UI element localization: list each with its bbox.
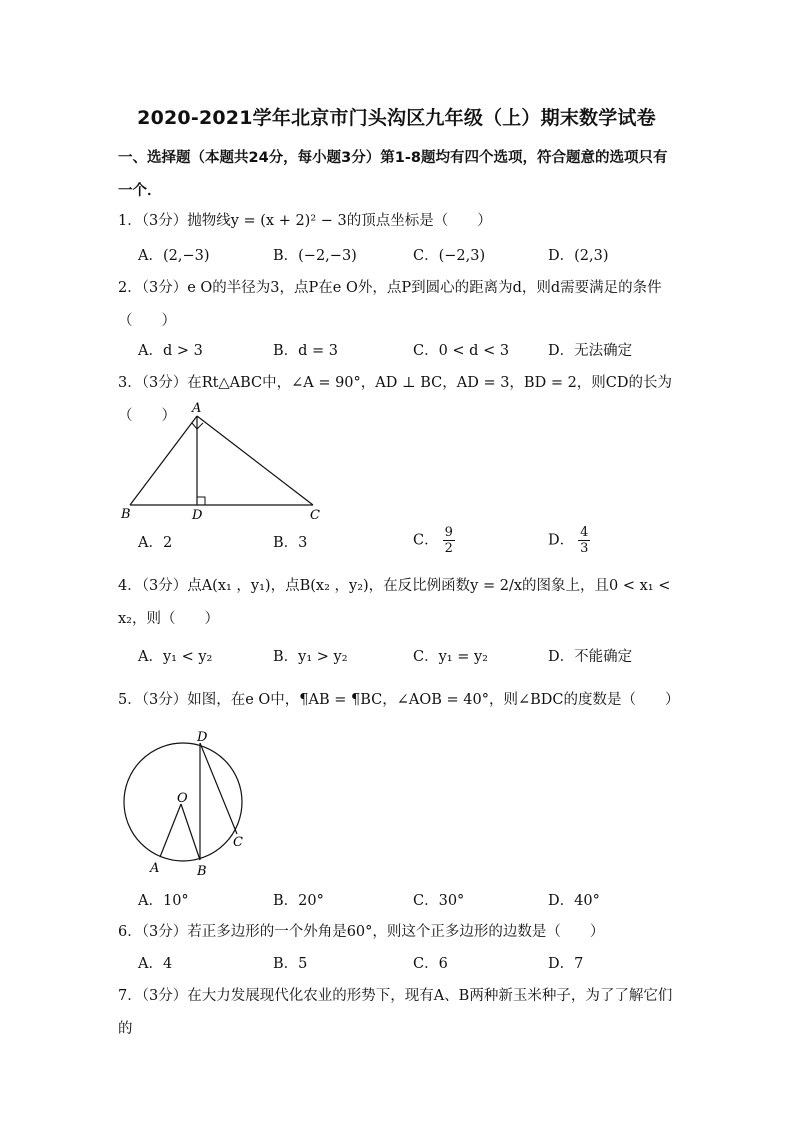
fraction-c-denominator: 2 [444, 541, 453, 556]
right-angle-mark-d [197, 497, 205, 505]
segment-oa [160, 804, 181, 857]
question-1-options [138, 243, 658, 269]
option-d: D．无法确定 [548, 343, 633, 359]
section-heading: 一、选择题（本题共24分，每小题3分）第1-8题均有四个选项，符合题意的选项只有一个． [118, 150, 668, 199]
fraction-d-numerator: 4 [580, 525, 589, 540]
question-3-options [138, 525, 658, 564]
question-5-options [138, 888, 658, 914]
segment-dc [200, 743, 237, 834]
option-a: A．10° [138, 893, 189, 909]
fraction-d [578, 526, 590, 555]
option-a: A．y₁ < y₂ [138, 649, 213, 665]
option-b: B．5 [273, 956, 308, 972]
circle-figure [115, 722, 265, 882]
exam-title: 2020-2021学年北京市门头沟区九年级（上）期末数学试卷 [137, 107, 656, 129]
label-o: O [177, 791, 188, 806]
label-c: C [310, 508, 320, 523]
fraction-c [443, 526, 455, 555]
question-4: 4．（3分）点A(x₁ ，y₁)，点B(x₂ ，y₂)，在反比例函数y = 2/x的图象上，且0 < x₁ < x₂，则（ ） [118, 578, 671, 627]
option-d: D．7 [548, 956, 584, 972]
question-6-options [138, 951, 658, 977]
segment-ac [197, 416, 313, 505]
option-d [548, 526, 590, 555]
segment-ob [181, 804, 200, 860]
option-a: A．4 [138, 956, 173, 972]
option-c [413, 526, 455, 555]
option-d-label: D． [548, 532, 575, 549]
option-a: A．d > 3 [138, 343, 203, 359]
question-3: 3．（3分）在Rt△ABC中，∠A = 90°，AD ⊥ BC，AD = 3，BD = 2，则CD的长为（ ） [118, 375, 673, 424]
option-d: D．不能确定 [548, 649, 633, 665]
label-a: A [192, 401, 202, 416]
fraction-c-numerator: 9 [444, 525, 453, 540]
label-d: D [192, 508, 203, 523]
option-c: C．y₁ = y₂ [413, 649, 488, 665]
option-c: C．(−2,3) [413, 248, 486, 264]
question-7: 7．（3分）在大力发展现代化农业的形势下，现有A、B两种新玉米种子，为了了解它们的 [118, 988, 673, 1037]
segment-ab [130, 416, 197, 505]
label-d: D [197, 730, 208, 745]
question-4-options [138, 644, 658, 670]
label-b: B [197, 864, 207, 879]
option-b: B．20° [273, 893, 324, 909]
option-b: B．d = 3 [273, 343, 339, 359]
option-a: A．(2,−3) [138, 248, 210, 264]
option-c: C．30° [413, 893, 465, 909]
label-b: B [121, 507, 131, 522]
fraction-d-denominator: 3 [580, 541, 589, 556]
question-5: 5．（3分）如图，在e O中，¶AB = ¶BC，∠AOB = 40°，则∠BDC的度数是（ ） [118, 692, 680, 708]
option-c: C．0 < d < 3 [413, 343, 510, 359]
option-d: D．(2,3) [548, 248, 609, 264]
question-1: 1．（3分）抛物线y = (x + 2)² − 3的顶点坐标是（ ） [118, 213, 492, 229]
label-c: C [233, 835, 243, 850]
option-b: B．y₁ > y₂ [273, 649, 348, 665]
triangle-figure [115, 398, 335, 524]
option-a: A．2 [138, 535, 173, 551]
question-2: 2．（3分）e O的半径为3，点P在e O外，点P到圆心的距离为d，则d需要满足的条件（ ） [118, 280, 662, 329]
option-b: B．(−2,−3) [273, 248, 357, 264]
option-d: D．40° [548, 893, 600, 909]
question-2-options [138, 338, 658, 364]
question-6: 6．（3分）若正多边形的一个外角是60°，则这个正多边形的边数是（ ） [118, 924, 605, 940]
option-c: C．6 [413, 956, 448, 972]
option-c-label: C． [413, 532, 439, 549]
option-b: B．3 [273, 535, 308, 551]
label-a: A [150, 861, 160, 876]
